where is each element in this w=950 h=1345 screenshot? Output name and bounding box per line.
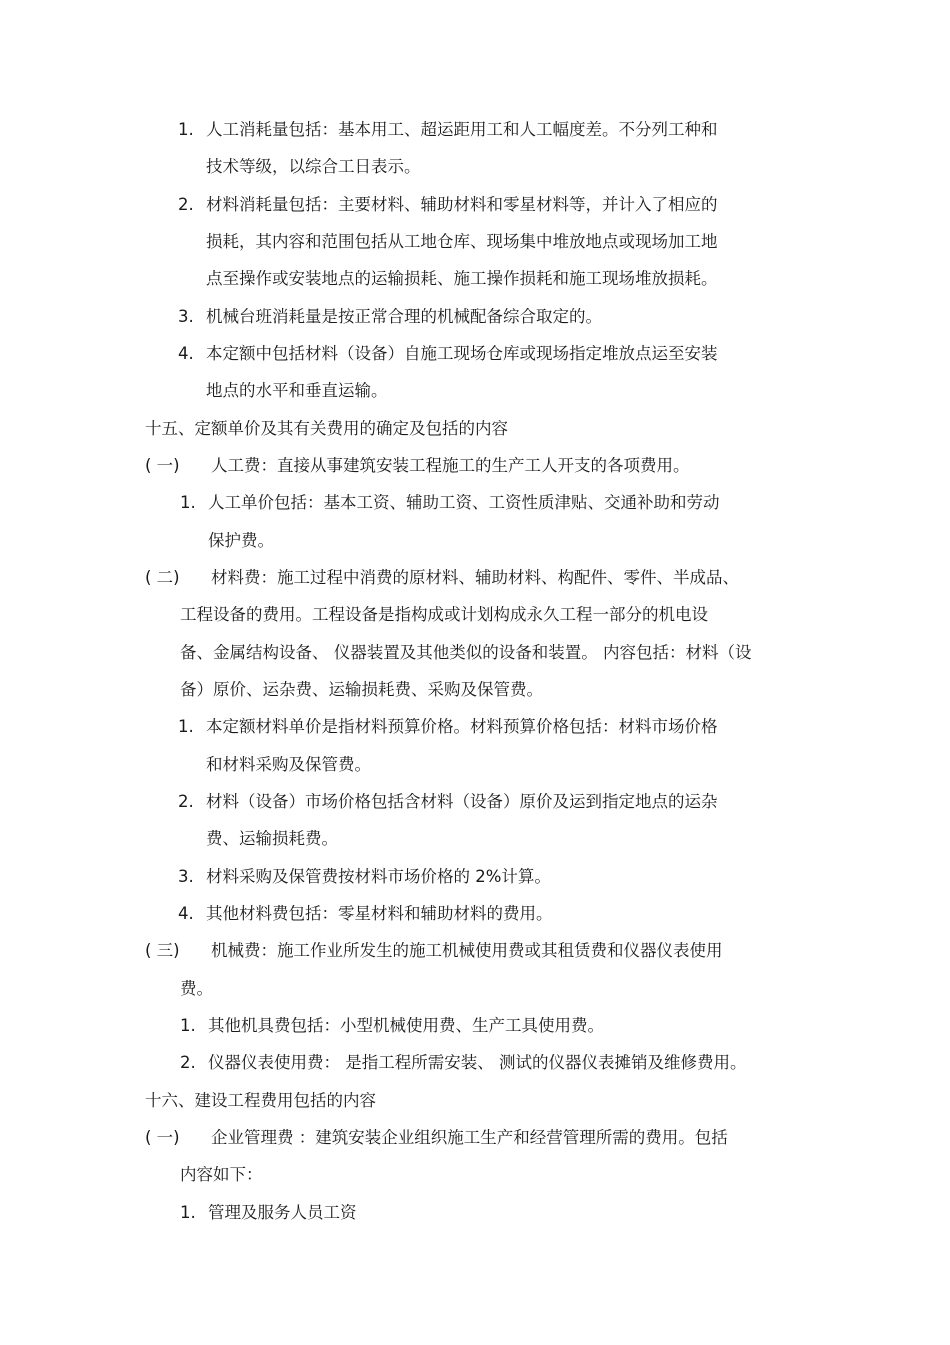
item-text: 损耗，其内容和范围包括从工地仓库、现场集中堆放地点或现场加工地	[206, 232, 718, 251]
item-text: 材料采购及保管费按材料市场价格的 2%计算。	[206, 867, 551, 886]
item-text: 本定额材料单价是指材料预算价格。材料预算价格包括：材料市场价格	[206, 717, 718, 736]
item-text: 点至操作或安装地点的运输损耗、施工操作损耗和施工现场堆放损耗。	[206, 269, 718, 288]
item-number: 2.	[178, 195, 194, 214]
paragraph-continuation	[180, 978, 213, 1000]
paragraph-continuation	[180, 604, 708, 626]
item-text: 管理及服务人员工资	[208, 1203, 357, 1222]
list-item	[178, 903, 553, 925]
item-text: 仪器仪表使用费： 是指工程所需安装、 测试的仪器仪表摊销及维修费用。	[208, 1053, 747, 1072]
list-item-continuation	[208, 530, 274, 552]
paragraph-text: 备）原价、运杂费、运输损耗费、采购及保管费。	[180, 680, 543, 699]
item-number: 1.	[180, 493, 196, 512]
item-number: 4.	[178, 344, 194, 363]
item-text: 人工单价包括：基本工资、辅助工资、工资性质津贴、交通补助和劳动	[208, 493, 720, 512]
paragraph-continuation	[180, 1164, 263, 1186]
item-text: 其他机具费包括：小型机械使用费、生产工具使用费。	[208, 1016, 604, 1035]
paragraph-continuation	[180, 679, 543, 701]
item-number: 1.	[178, 717, 194, 736]
item-text: 和材料采购及保管费。	[206, 755, 371, 774]
item-number: 3.	[178, 307, 194, 326]
paragraph-text: 内容如下：	[180, 1165, 263, 1184]
paragraph-continuation	[180, 642, 752, 664]
item-text: 材料消耗量包括：主要材料、辅助材料和零星材料等，并计入了相应的	[206, 195, 718, 214]
list-item	[178, 306, 602, 328]
item-text: 其他材料费包括：零星材料和辅助材料的费用。	[206, 904, 553, 923]
item-number: 2.	[178, 792, 194, 811]
item-text: 技术等级，以综合工日表示。	[206, 157, 421, 176]
item-text: 人工消耗量包括：基本用工、超运距用工和人工幅度差。不分列工种和	[206, 120, 718, 139]
list-item	[180, 492, 720, 514]
item-text: 费、运输损耗费。	[206, 829, 338, 848]
list-item	[178, 716, 718, 738]
paragraph-number: ( 三)	[145, 941, 180, 960]
item-text: 地点的水平和垂直运输。	[206, 381, 388, 400]
paragraph-text: 费。	[180, 979, 213, 998]
paragraph-text: 机械费：施工作业所发生的施工机械使用费或其租赁费和仪器仪表使用	[211, 941, 723, 960]
item-text: 机械台班消耗量是按正常合理的机械配备综合取定的。	[206, 307, 602, 326]
list-item	[178, 866, 551, 888]
list-item	[178, 343, 718, 365]
list-item-continuation	[206, 828, 338, 850]
list-item	[180, 1052, 747, 1074]
paragraph-text: 企业管理费 ：建筑安装企业组织施工生产和经营管理所需的费用。包括	[211, 1128, 728, 1147]
item-number: 3.	[178, 867, 194, 886]
heading-text: 十五、定额单价及其有关费用的确定及包括的内容	[145, 419, 508, 438]
paragraph-number: ( 一)	[145, 456, 180, 475]
item-number: 4.	[178, 904, 194, 923]
paragraph-text: 备、金属结构设备、 仪器装置及其他类似的设备和装置。 内容包括：材料（设	[180, 643, 752, 662]
paragraph-text: 人工费：直接从事建筑安装工程施工的生产工人开支的各项费用。	[211, 456, 690, 475]
list-item	[178, 791, 718, 813]
subsection-paragraph	[145, 567, 739, 589]
subsection-paragraph	[145, 940, 723, 962]
paragraph-text: 工程设备的费用。工程设备是指构成或计划构成永久工程一部分的机电设	[180, 605, 708, 624]
paragraph-text: 材料费：施工过程中消费的原材料、辅助材料、构配件、零件、半成品、	[211, 568, 739, 587]
item-text: 保护费。	[208, 531, 274, 550]
subsection-paragraph	[145, 455, 690, 477]
list-item	[180, 1015, 604, 1037]
list-item-continuation	[206, 380, 388, 402]
item-number: 1.	[180, 1203, 196, 1222]
list-item-continuation	[206, 268, 718, 290]
list-item	[178, 119, 718, 141]
subsection-paragraph	[145, 1127, 728, 1149]
item-text: 材料（设备）市场价格包括含材料（设备）原价及运到指定地点的运杂	[206, 792, 718, 811]
paragraph-number: ( 一)	[145, 1128, 180, 1147]
item-number: 1.	[180, 1016, 196, 1035]
section-heading	[145, 1090, 376, 1112]
list-item-continuation	[206, 231, 718, 253]
list-item	[178, 194, 718, 216]
item-number: 1.	[178, 120, 194, 139]
list-item-continuation	[206, 156, 421, 178]
heading-text: 十六、建设工程费用包括的内容	[145, 1091, 376, 1110]
list-item-continuation	[206, 754, 371, 776]
section-heading	[145, 418, 508, 440]
item-text: 本定额中包括材料（设备）自施工现场仓库或现场指定堆放点运至安装	[206, 344, 718, 363]
paragraph-number: ( 二)	[145, 568, 180, 587]
item-number: 2.	[180, 1053, 196, 1072]
list-item	[180, 1202, 357, 1224]
